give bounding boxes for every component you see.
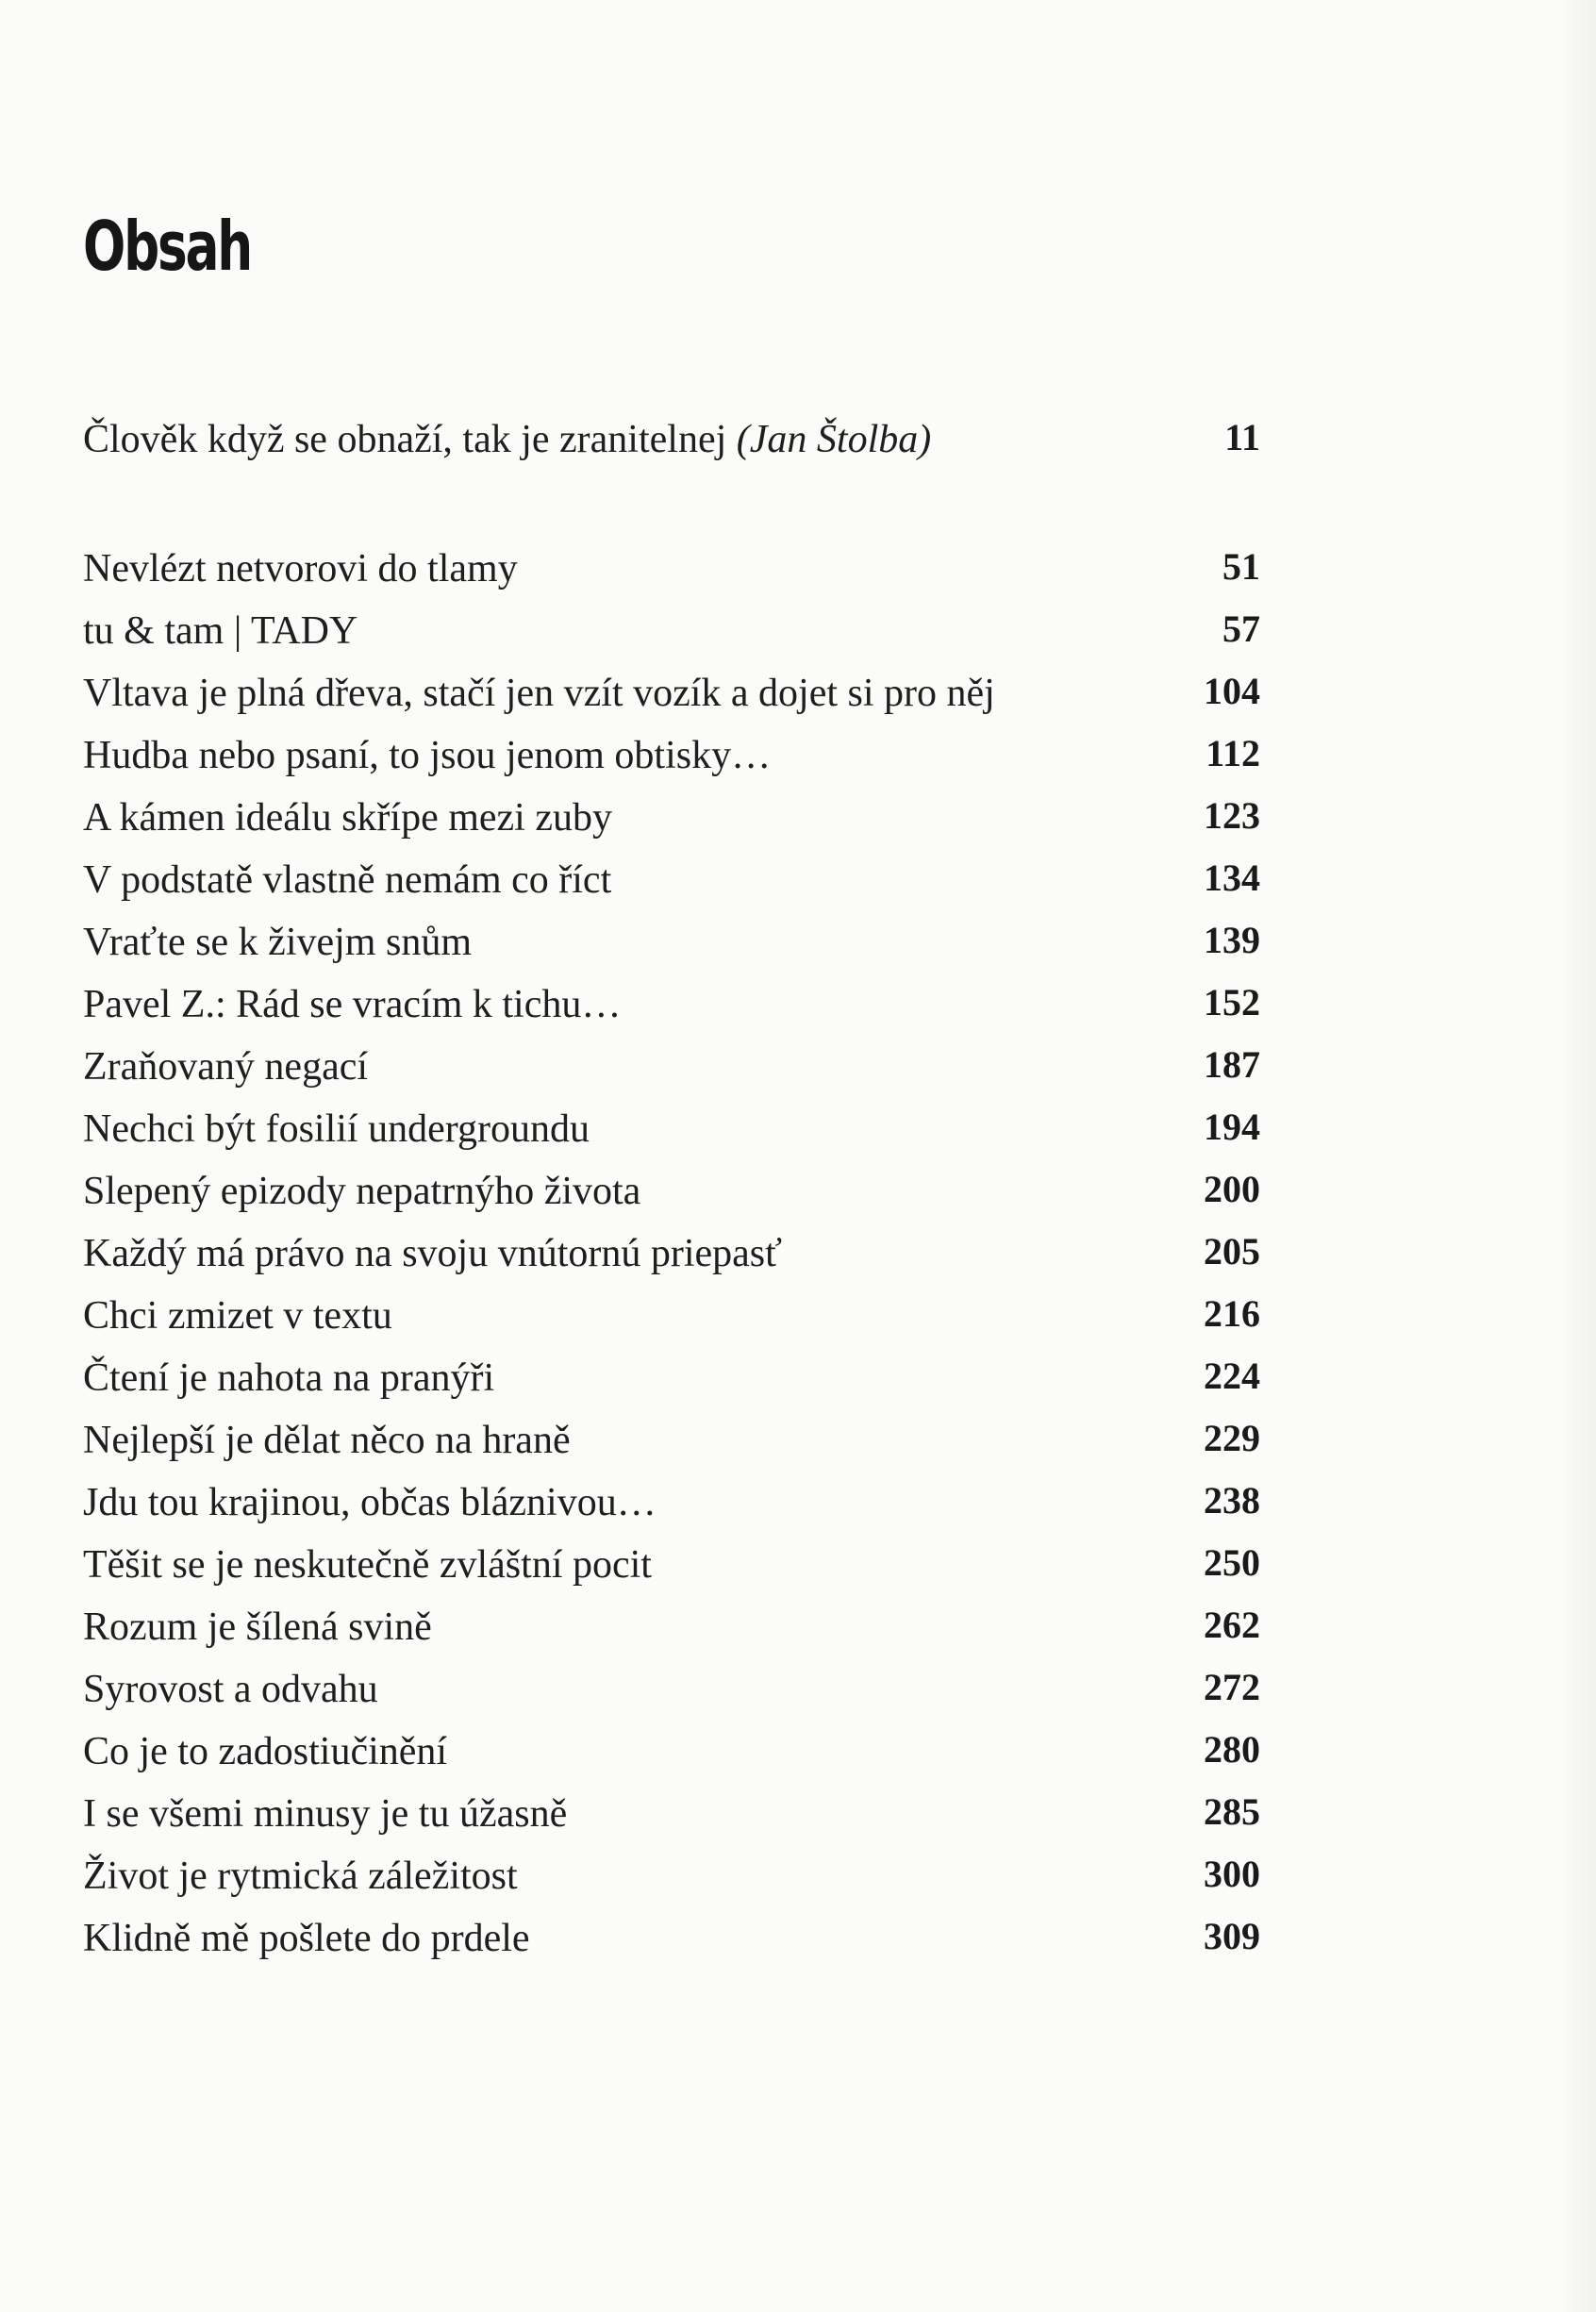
toc-entry-title: tu & tam | TADY: [83, 609, 358, 653]
toc-entry: [83, 1040, 1260, 1094]
toc-entry: [83, 1724, 1260, 1779]
toc-entry: [83, 1289, 1260, 1343]
toc-entry-page: 139: [1204, 919, 1260, 961]
toc-entry-page: 238: [1204, 1479, 1260, 1522]
toc-entry: [83, 1600, 1260, 1655]
toc-entry-title: Klidně mě pošlete do prdele: [83, 1917, 530, 1960]
toc-entry-page: 300: [1204, 1853, 1260, 1895]
toc-entry-title: Nechci být fosilií undergroundu: [83, 1107, 590, 1151]
toc-entry-title: Nevlézt netvorovi do tlamy: [83, 547, 518, 590]
toc-entry-page: 205: [1204, 1230, 1260, 1272]
toc-entry-title: Těšit se je neskutečně zvláštní pocit: [83, 1543, 652, 1587]
page-edge-shadow: [1558, 0, 1596, 2312]
toc-entry: [83, 977, 1260, 1032]
toc-entry-page: 187: [1204, 1043, 1260, 1086]
toc-entry-page: 11: [1224, 416, 1260, 458]
toc-entry-page: 229: [1204, 1417, 1260, 1459]
toc-entry-first: [83, 412, 1260, 467]
toc-entry: [83, 604, 1260, 658]
toc-entry: [83, 915, 1260, 970]
toc-entry: [83, 666, 1260, 721]
toc-entry-page: 194: [1204, 1106, 1260, 1148]
toc-entry-page: 123: [1204, 794, 1260, 837]
toc-entry-page: 250: [1204, 1541, 1260, 1584]
toc-entry-page: 216: [1204, 1292, 1260, 1335]
toc-entry-page: 104: [1204, 670, 1260, 712]
toc-entry-title: Každý má právo na svoju vnútornú priepasť: [83, 1232, 783, 1275]
toc-entry-page: 280: [1204, 1728, 1260, 1771]
toc-entry: [83, 541, 1260, 596]
toc-entry-page: 200: [1204, 1168, 1260, 1210]
toc-entry: [83, 1662, 1260, 1717]
toc-entry-page: 309: [1204, 1915, 1260, 1957]
toc-entry: [83, 1911, 1260, 1966]
toc-entry-page: 272: [1204, 1666, 1260, 1708]
toc-entry: [83, 790, 1260, 845]
toc-entry-title: Čtení je nahota na pranýři: [83, 1356, 495, 1400]
toc-entry-title: Syrovost a odvahu: [83, 1668, 378, 1711]
toc-entry-title: Zraňovaný negací: [83, 1045, 369, 1089]
toc-entry: [83, 1226, 1260, 1281]
toc-entry-title: Hudba nebo psaní, to jsou jenom obtisky…: [83, 734, 772, 777]
toc-entry-page: 112: [1205, 732, 1260, 774]
toc-entry-page: 134: [1204, 857, 1260, 899]
toc-entry: [83, 1351, 1260, 1405]
toc-entry-title: V podstatě vlastně nemám co říct: [83, 858, 612, 902]
toc-entry: [83, 1849, 1260, 1904]
toc-entry-title: Rozum je šílená svině: [83, 1605, 432, 1649]
toc-entry-page: 262: [1204, 1604, 1260, 1646]
toc-entry: [83, 728, 1260, 783]
toc-entry: [83, 1102, 1260, 1156]
toc-entry-title-text: Člověk když se obnaží, tak je zranitelnej: [83, 418, 737, 461]
toc-entry: [83, 1413, 1260, 1468]
toc-entry-title: Co je to zadostiučinění: [83, 1730, 448, 1773]
toc-entry-author: (Jan Štolba): [736, 418, 932, 461]
toc-entry-page: 51: [1222, 545, 1260, 588]
toc-entry-title: Jdu tou krajinou, občas bláznivou…: [83, 1481, 657, 1524]
toc-entry-title: Nejlepší je dělat něco na hraně: [83, 1419, 571, 1462]
toc-entry-title: Život je rytmická záležitost: [83, 1855, 518, 1898]
toc-entry: [83, 1787, 1260, 1841]
toc-entry-page: 152: [1204, 981, 1260, 1023]
toc-entry-title: Vraťte se k živejm snům: [83, 921, 472, 964]
toc-entry: [83, 1475, 1260, 1530]
toc-entry-title: I se všemi minusy je tu úžasně: [83, 1792, 568, 1836]
toc-entry-page: 57: [1222, 607, 1260, 650]
toc-entry-title: Slepený epizody nepatrnýho života: [83, 1170, 641, 1213]
toc-entry-page: 285: [1204, 1790, 1260, 1833]
page-title: Obsah: [83, 207, 251, 286]
toc-entry-title: Vltava je plná dřeva, stačí jen vzít vozík a dojet si pro něj: [83, 672, 995, 715]
toc-entry-title: Pavel Z.: Rád se vracím k tichu…: [83, 983, 622, 1026]
toc-entry-title: Chci zmizet v textu: [83, 1294, 392, 1338]
toc-entry-title: [83, 412, 931, 467]
toc-entry: [83, 1538, 1260, 1592]
toc-entry: [83, 853, 1260, 907]
toc-entry: [83, 1164, 1260, 1219]
toc-entry-title: A kámen ideálu skřípe mezi zuby: [83, 796, 612, 840]
toc-entry-page: 224: [1204, 1355, 1260, 1397]
